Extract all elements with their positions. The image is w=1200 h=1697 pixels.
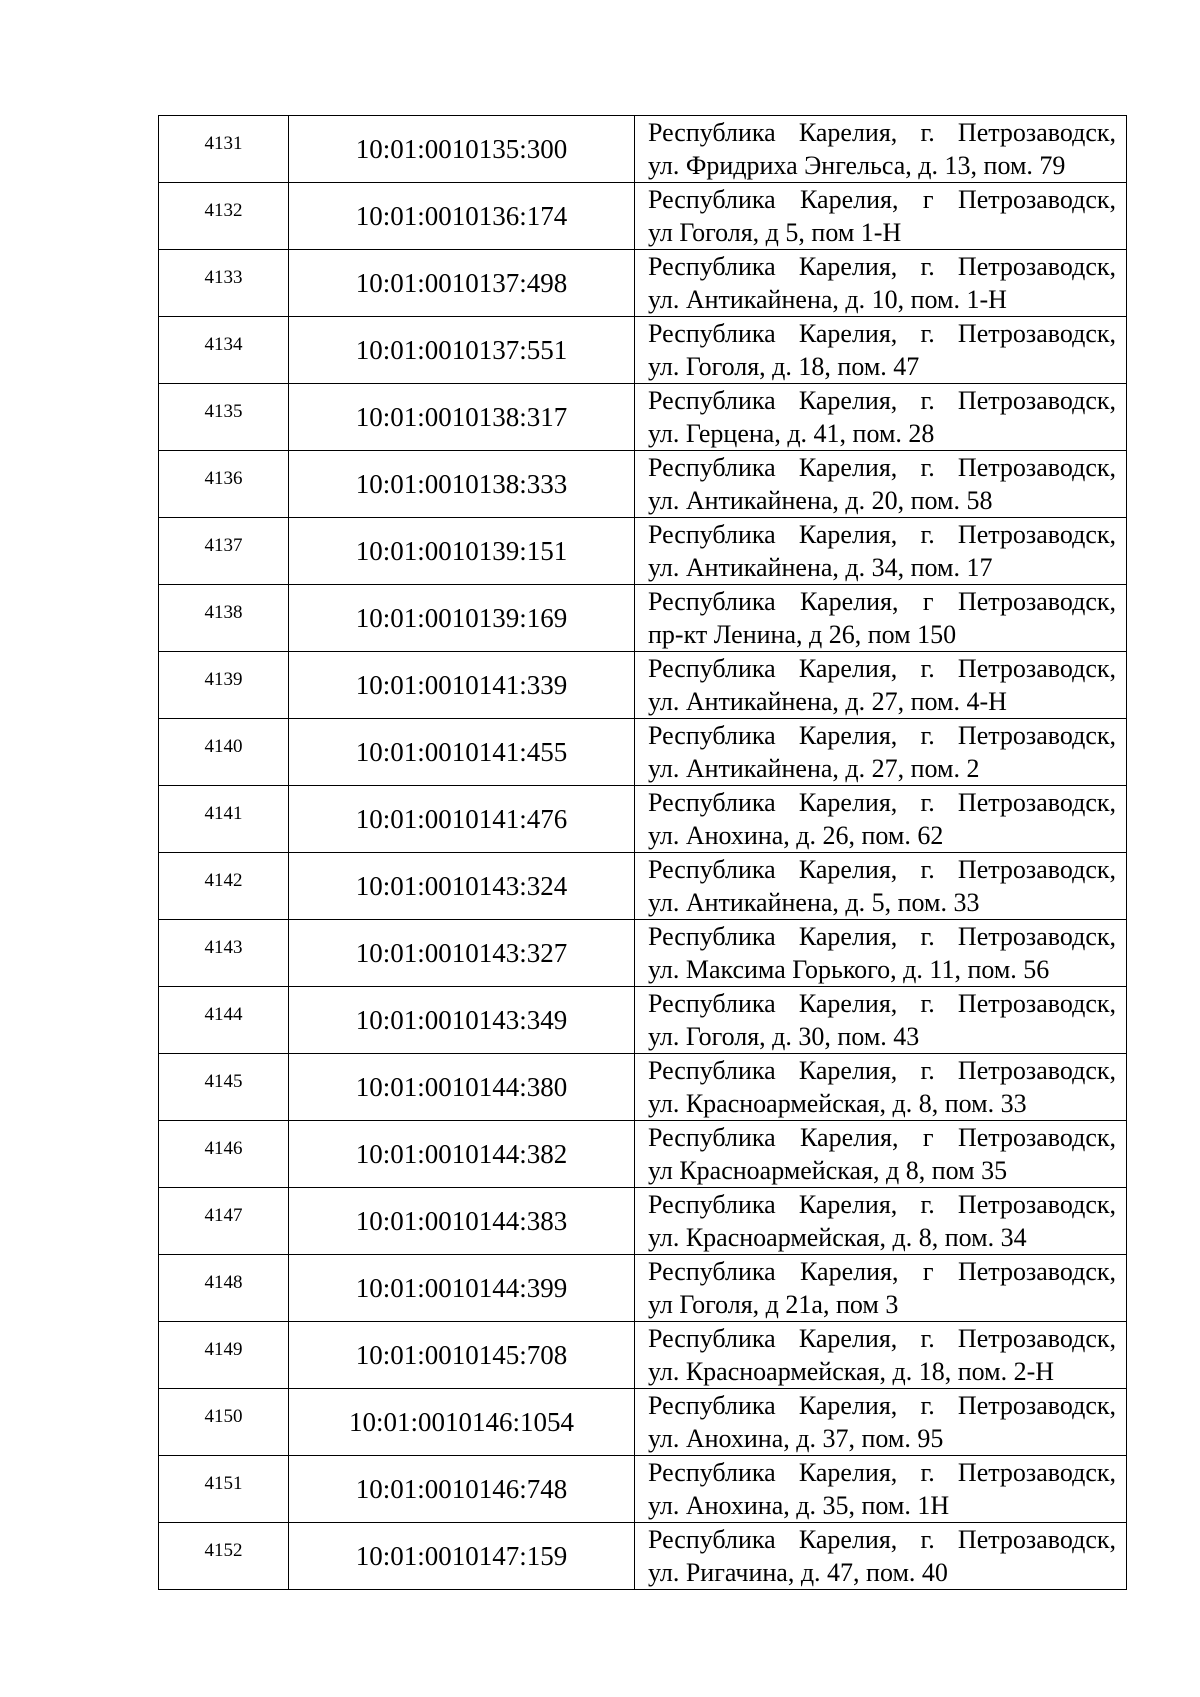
address-line-region-city: Республика Карелия, г. Петрозаводск, [648,855,1116,884]
table-row [159,987,1127,1054]
cadastral-number-cell: 10:01:0010144:399 [289,1255,635,1322]
row-number-cell: 4135 [159,384,289,451]
address-line-street: ул. Красноармейская, д. 8, пом. 33 [648,1089,1027,1118]
row-number-cell: 4140 [159,719,289,786]
table-row [159,652,1127,719]
table-row [159,1523,1127,1590]
address-cell [635,1523,1127,1590]
row-number-cell: 4138 [159,585,289,652]
table-row [159,1255,1127,1322]
address-cell [635,1389,1127,1456]
address-cell [635,786,1127,853]
address-line-region-city: Республика Карелия, г. Петрозаводск, [648,319,1116,348]
row-number-cell: 4149 [159,1322,289,1389]
table-row [159,920,1127,987]
address-cell [635,317,1127,384]
row-number-cell: 4139 [159,652,289,719]
table-row [159,585,1127,652]
address-line-region-city: Республика Карелия, г Петрозаводск, [648,185,1116,214]
address-line-street: ул Гоголя, д 5, пом 1-Н [648,218,902,247]
address-line-region-city: Республика Карелия, г Петрозаводск, [648,1123,1116,1152]
address-line-region-city: Республика Карелия, г. Петрозаводск, [648,1190,1116,1219]
cadastral-number-cell: 10:01:0010141:455 [289,719,635,786]
address-line-region-city: Республика Карелия, г. Петрозаводск, [648,721,1116,750]
row-number-cell: 4132 [159,183,289,250]
table-row [159,853,1127,920]
cadastral-number-cell: 10:01:0010138:333 [289,451,635,518]
cadastral-number-cell: 10:01:0010136:174 [289,183,635,250]
address-cell [635,384,1127,451]
cadastral-number-cell: 10:01:0010143:349 [289,987,635,1054]
address-line-street: ул. Антикайнена, д. 34, пом. 17 [648,553,993,582]
address-line-region-city: Республика Карелия, г. Петрозаводск, [648,1525,1116,1554]
address-line-region-city: Республика Карелия, г. Петрозаводск, [648,386,1116,415]
address-line-street: ул. Антикайнена, д. 27, пом. 2 [648,754,980,783]
address-line-region-city: Республика Карелия, г. Петрозаводск, [648,453,1116,482]
cadastral-number-cell: 10:01:0010139:151 [289,518,635,585]
address-line-street: ул. Гоголя, д. 18, пом. 47 [648,352,920,381]
address-line-region-city: Республика Карелия, г. Петрозаводск, [648,1391,1116,1420]
address-line-street: ул. Красноармейская, д. 18, пом. 2-Н [648,1357,1055,1386]
table-row [159,518,1127,585]
address-line-street: ул Гоголя, д 21а, пом 3 [648,1290,899,1319]
address-cell [635,1054,1127,1121]
table-row [159,451,1127,518]
address-line-region-city: Республика Карелия, г. Петрозаводск, [648,989,1116,1018]
cadastral-number-cell: 10:01:0010147:159 [289,1523,635,1590]
address-line-region-city: Республика Карелия, г Петрозаводск, [648,1257,1116,1286]
row-number-cell: 4144 [159,987,289,1054]
address-cell [635,1255,1127,1322]
row-number-cell: 4151 [159,1456,289,1523]
table-row [159,250,1127,317]
address-line-street: ул Красноармейская, д 8, пом 35 [648,1156,1008,1185]
address-line-street: ул. Анохина, д. 37, пом. 95 [648,1424,944,1453]
cadastral-number-cell: 10:01:0010143:324 [289,853,635,920]
address-line-street: ул. Красноармейская, д. 8, пом. 34 [648,1223,1027,1252]
address-cell [635,719,1127,786]
address-line-street: ул. Гоголя, д. 30, пом. 43 [648,1022,920,1051]
address-line-region-city: Республика Карелия, г. Петрозаводск, [648,1324,1116,1353]
row-number-cell: 4143 [159,920,289,987]
address-cell [635,920,1127,987]
address-line-street: ул. Фридриха Энгельса, д. 13, пом. 79 [648,151,1066,180]
cadastral-number-cell: 10:01:0010135:300 [289,116,635,183]
address-line-street: ул. Антикайнена, д. 10, пом. 1-Н [648,285,1007,314]
table-row [159,384,1127,451]
cadastral-number-cell: 10:01:0010139:169 [289,585,635,652]
address-line-region-city: Республика Карелия, г. Петрозаводск, [648,1056,1116,1085]
address-line-region-city: Республика Карелия, г Петрозаводск, [648,587,1116,616]
table-row [159,1456,1127,1523]
property-registry-table [158,115,1127,1590]
cadastral-number-cell: 10:01:0010137:498 [289,250,635,317]
address-line-street: пр-кт Ленина, д 26, пом 150 [648,620,957,649]
address-line-street: ул. Ригачина, д. 47, пом. 40 [648,1558,948,1587]
table-row [159,183,1127,250]
address-cell [635,1456,1127,1523]
row-number-cell: 4142 [159,853,289,920]
table-row [159,1054,1127,1121]
table-row [159,719,1127,786]
cadastral-number-cell: 10:01:0010137:551 [289,317,635,384]
address-line-street: ул. Герцена, д. 41, пом. 28 [648,419,935,448]
cadastral-number-cell: 10:01:0010144:380 [289,1054,635,1121]
cadastral-number-cell: 10:01:0010138:317 [289,384,635,451]
address-cell [635,1188,1127,1255]
address-line-region-city: Республика Карелия, г. Петрозаводск, [648,252,1116,281]
row-number-cell: 4150 [159,1389,289,1456]
cadastral-number-cell: 10:01:0010144:382 [289,1121,635,1188]
address-line-street: ул. Антикайнена, д. 5, пом. 33 [648,888,980,917]
cadastral-number-cell: 10:01:0010143:327 [289,920,635,987]
address-line-region-city: Республика Карелия, г. Петрозаводск, [648,922,1116,951]
row-number-cell: 4152 [159,1523,289,1590]
address-line-street: ул. Максима Горького, д. 11, пом. 56 [648,955,1050,984]
row-number-cell: 4134 [159,317,289,384]
address-line-region-city: Республика Карелия, г. Петрозаводск, [648,520,1116,549]
row-number-cell: 4137 [159,518,289,585]
row-number-cell: 4136 [159,451,289,518]
address-line-street: ул. Антикайнена, д. 27, пом. 4-Н [648,687,1007,716]
row-number-cell: 4148 [159,1255,289,1322]
address-line-street: ул. Анохина, д. 26, пом. 62 [648,821,944,850]
address-cell [635,853,1127,920]
registry-table-body [159,116,1127,1590]
address-cell [635,116,1127,183]
address-cell [635,1322,1127,1389]
table-row [159,786,1127,853]
address-line-region-city: Республика Карелия, г. Петрозаводск, [648,1458,1116,1487]
cadastral-number-cell: 10:01:0010141:476 [289,786,635,853]
row-number-cell: 4147 [159,1188,289,1255]
table-row [159,1389,1127,1456]
table-row [159,1322,1127,1389]
cadastral-number-cell: 10:01:0010146:1054 [289,1389,635,1456]
table-row [159,116,1127,183]
cadastral-number-cell: 10:01:0010144:383 [289,1188,635,1255]
address-line-region-city: Республика Карелия, г. Петрозаводск, [648,654,1116,683]
row-number-cell: 4145 [159,1054,289,1121]
cadastral-number-cell: 10:01:0010146:748 [289,1456,635,1523]
table-row [159,1121,1127,1188]
row-number-cell: 4141 [159,786,289,853]
address-line-street: ул. Анохина, д. 35, пом. 1Н [648,1491,950,1520]
table-row [159,317,1127,384]
address-cell [635,183,1127,250]
address-cell [635,987,1127,1054]
cadastral-number-cell: 10:01:0010145:708 [289,1322,635,1389]
address-line-region-city: Республика Карелия, г. Петрозаводск, [648,118,1116,147]
row-number-cell: 4131 [159,116,289,183]
address-cell [635,518,1127,585]
address-cell [635,585,1127,652]
row-number-cell: 4146 [159,1121,289,1188]
address-cell [635,652,1127,719]
row-number-cell: 4133 [159,250,289,317]
address-cell [635,1121,1127,1188]
table-row [159,1188,1127,1255]
address-cell [635,451,1127,518]
address-line-region-city: Республика Карелия, г. Петрозаводск, [648,788,1116,817]
address-cell [635,250,1127,317]
cadastral-number-cell: 10:01:0010141:339 [289,652,635,719]
address-line-street: ул. Антикайнена, д. 20, пом. 58 [648,486,993,515]
